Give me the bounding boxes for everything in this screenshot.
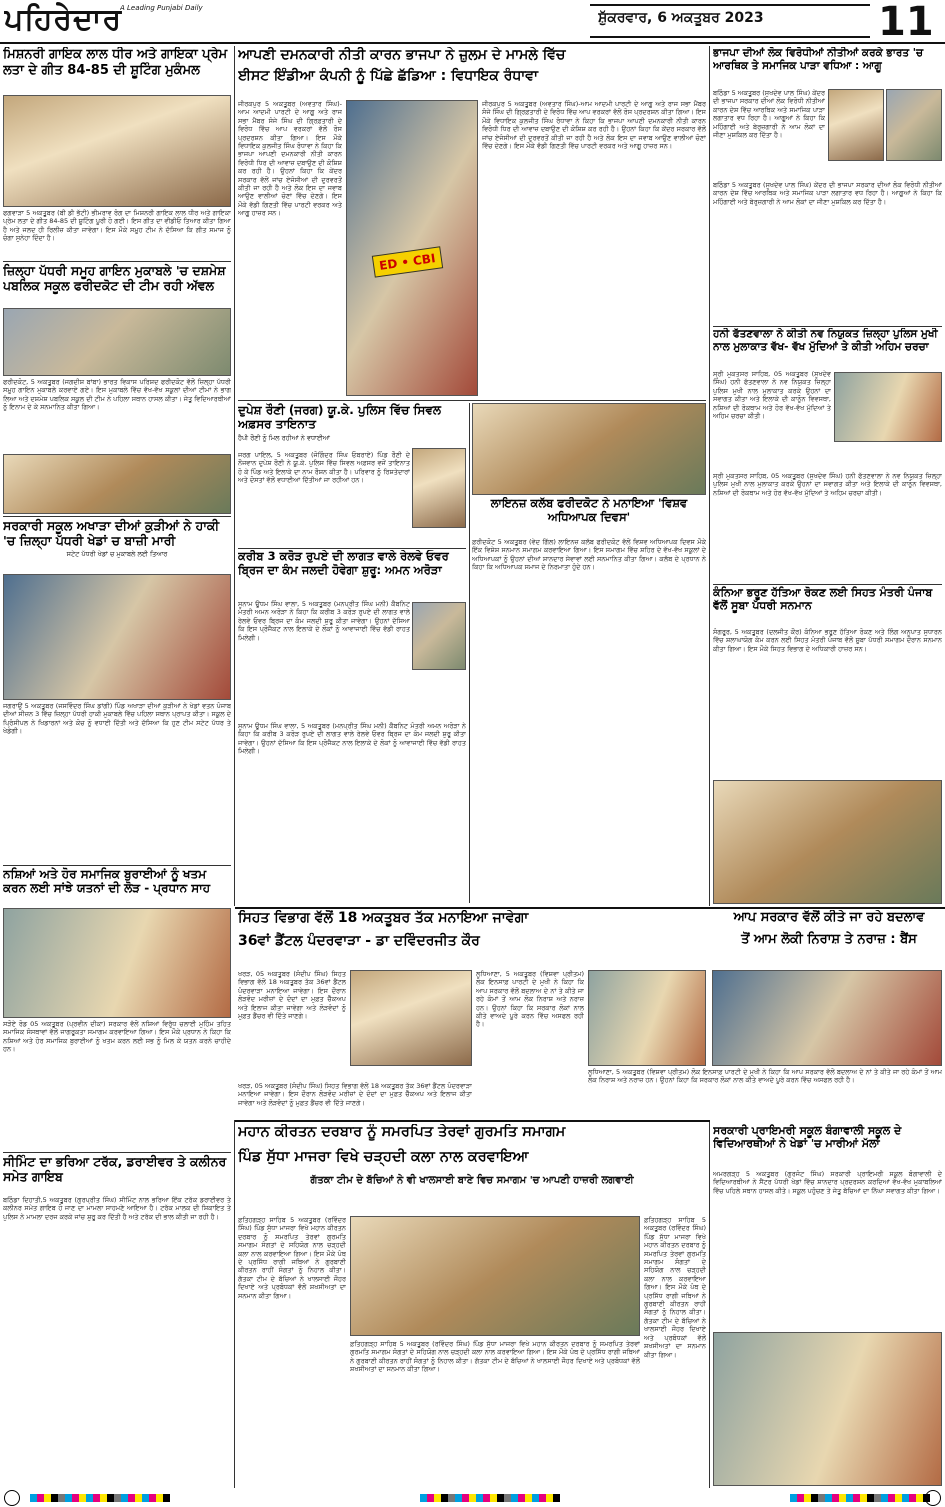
color-swatch bbox=[93, 1494, 100, 1502]
color-swatch bbox=[107, 1494, 114, 1502]
divider bbox=[3, 1152, 231, 1153]
article-body: ਲੁਧਿਆਣਾ, 5 ਅਕਤੂਬਰ (ਵਿਸ਼ਵਾ ਪ੍ਰੀਤਮ) ਲੋਕ ਇਨਸਾਫ਼ ਪਾਰਟੀ ਦੇ ਮੁਖੀ ਨੇ ਕਿਹਾ ਕਿ ਆਪ ਸਰਕਾਰ ਵੱਲੋਂ ਬਦਲਾਅ ਦੇ ਨਾਂ ਤੇ ਕੀਤੇ ਜਾ ਰਹੇ ਕੰਮਾਂ ਤੋਂ ਆਮ ਲੋਕ ਨਿਰਾਸ਼ ਅਤੇ ਨਰਾਜ਼ ਹਨ। ਉਹਨਾਂ ਕਿਹਾ ਕਿ ਸਰਕਾਰ ਲੋਕਾਂ ਨਾਲ ਕੀਤੇ ਵਾਅਦੇ ਪੂਰੇ ਕਰਨ ਵਿੱਚ ਅਸਫਲ ਰਹੀ ਹੈ। bbox=[476, 970, 584, 1029]
article-body-continued: ਲੁਧਿਆਣਾ, 5 ਅਕਤੂਬਰ (ਵਿਸ਼ਵਾ ਪ੍ਰੀਤਮ) ਲੋਕ ਇਨਸਾਫ਼ ਪਾਰਟੀ ਦੇ ਮੁਖੀ ਨੇ ਕਿਹਾ ਕਿ ਆਪ ਸਰਕਾਰ ਵੱਲੋਂ ਬਦਲਾਅ ਦੇ ਨਾਂ ਤੇ ਕੀਤੇ ਜਾ ਰਹੇ ਕੰਮਾਂ ਤੋਂ ਆਮ ਲੋਕ ਨਿਰਾਸ਼ ਅਤੇ ਨਰਾਜ਼ ਹਨ। ਉਹਨਾਂ ਕਿਹਾ ਕਿ ਸਰਕਾਰ ਲੋਕਾਂ ਨਾਲ ਕੀਤੇ ਵਾਅਦੇ ਪੂਰੇ ਕਰਨ ਵਿੱਚ ਅਸਫਲ ਰਹੀ ਹੈ। bbox=[588, 1068, 942, 1085]
headline: ਦੁਪੇਸ਼ ਰੌਣੀ (ਜਰਗ) ਯੂ.ਕੇ. ਪੁਲਿਸ ਵਿੱਚ ਸਿਵਲ ਅਫ਼ਸਰ ਤਾਇਨਾਤ bbox=[238, 403, 441, 432]
color-swatch bbox=[427, 1494, 434, 1502]
article-body: ਫਰੀਦਕੋਟ, 5 ਅਕਤੂਬਰ (ਜਗਦੀਸ਼ ਬਾਂਬਾ) ਭਾਰਤ ਵਿਕਾਸ ਪਰਿਸ਼ਦ ਫਰੀਦਕੋਟ ਵੱਲੋਂ ਜ਼ਿਲ੍ਹਾ ਪੱਧਰੀ ਸਮੂਹ ਗਾਇਨ ਮੁਕਾਬਲੇ ਕਰਵਾਏ ਗਏ। ਇਸ ਮੁਕਾਬਲੇ ਵਿੱਚ ਵੱਖ-ਵੱਖ ਸਕੂਲਾਂ ਦੀਆਂ ਟੀਮਾਂ ਨੇ ਭਾਗ ਲਿਆ ਅਤੇ ਦਸ਼ਮੇਸ਼ ਪਬਲਿਕ ਸਕੂਲ ਦੀ ਟੀਮ ਨੇ ਪਹਿਲਾ ਸਥਾਨ ਹਾਸਲ ਕੀਤਾ। ਜੇਤੂ ਵਿਦਿਆਰਥੀਆਂ ਨੂੰ ਇਨਾਮ ਦੇ ਕੇ ਸਨਮਾਨਿਤ ਕੀਤਾ ਗਿਆ। bbox=[3, 378, 231, 412]
headline-line-1: ਆਪਣੀ ਦਮਨਕਾਰੀ ਨੀਤੀ ਕਾਰਨ ਭਾਜਪਾ ਨੇ ਜ਼ੁਲਮ ਦੇ ਮਾਮਲੇ ਵਿੱਚ bbox=[238, 47, 566, 63]
headline-line-1: ਮਹਾਨ ਕੀਰਤਨ ਦਰਬਾਰ ਨੂੰ ਸਮਰਪਿਤ ਤੇਰਵਾਂ ਗੁਰਮਤਿ ਸਮਾਗਮ bbox=[238, 1124, 566, 1140]
color-swatch bbox=[797, 1494, 804, 1502]
color-swatch bbox=[825, 1494, 832, 1502]
color-swatch bbox=[128, 1494, 135, 1502]
article-railway-bridge bbox=[238, 550, 466, 598]
photo-portrait-aman-arora bbox=[412, 602, 466, 670]
color-swatch bbox=[30, 1494, 37, 1502]
lead-article-body-col1: ਜੀਰਕਪੁਰ 5 ਅਕਤੂਬਰ (ਅਵਤਾਰ ਸਿੰਘ)-ਆਮ ਆਦਮੀ ਪਾਰਟੀ ਦੇ ਆਗੂ ਅਤੇ ਰਾਜ ਸਭਾ ਮੈਂਬਰ ਸੰਜੇ ਸਿੰਘ ਦੀ ਗ੍ਰਿਫ਼ਤਾਰੀ ਦੇ ਵਿਰੋਧ ਵਿੱਚ ਆਪ ਵਰਕਰਾਂ ਵੱਲੋਂ ਰੋਸ ਪ੍ਰਦਰਸ਼ਨ ਕੀਤਾ ਗਿਆ। ਇਸ ਮੌਕੇ ਵਿਧਾਇਕ ਕੁਲਜੀਤ ਸਿੰਘ ਰੰਧਾਵਾ ਨੇ ਕਿਹਾ ਕਿ ਭਾਜਪਾ ਆਪਣੀ ਦਮਨਕਾਰੀ ਨੀਤੀ ਕਾਰਨ ਵਿਰੋਧੀ ਧਿਰ ਦੀ ਆਵਾਜ਼ ਦਬਾਉਣ ਦੀ ਕੋਸ਼ਿਸ਼ ਕਰ ਰਹੀ ਹੈ। ਉਹਨਾਂ ਕਿਹਾ ਕਿ ਕੇਂਦਰ ਸਰਕਾਰ ਵੱਲੋਂ ਜਾਂਚ ਏਜੰਸੀਆਂ ਦੀ ਦੁਰਵਰਤੋਂ ਕੀਤੀ ਜਾ ਰਹੀ ਹੈ ਅਤੇ ਲੋਕ ਇਸ ਦਾ ਜਵਾਬ ਆਉਣ ਵਾਲੀਆਂ ਚੋਣਾਂ ਵਿੱਚ ਦੇਣਗੇ। ਇਸ ਮੌਕੇ ਵੱਡੀ ਗਿਣਤੀ ਵਿੱਚ ਪਾਰਟੀ ਵਰਕਰ ਅਤੇ ਆਗੂ ਹਾਜ਼ਰ ਸਨ। bbox=[238, 100, 342, 218]
photo-portrait-leader-1 bbox=[828, 89, 884, 161]
divider bbox=[713, 584, 942, 585]
column-rule bbox=[234, 46, 235, 906]
color-swatch bbox=[902, 1494, 909, 1502]
color-swatch bbox=[546, 1494, 553, 1502]
column-rule bbox=[709, 1120, 710, 1488]
color-swatch bbox=[58, 1494, 65, 1502]
headline: ਕਰੀਬ 3 ਕਰੋੜ ਰੁਪਏ ਦੀ ਲਾਗਤ ਵਾਲੇ ਰੇਲਵੇ ਓਵਰ ਬ੍ਰਿਜ ਦਾ ਕੰਮ ਜਲਦੀ ਹੋਵੇਗਾ ਸ਼ੁਰੂ: ਅਮਨ ਅਰੋੜਾ bbox=[238, 550, 449, 577]
photo-social-meeting bbox=[3, 908, 231, 1018]
color-swatch bbox=[65, 1494, 72, 1502]
article-female-foeticide bbox=[713, 586, 942, 626]
color-swatch bbox=[895, 1494, 902, 1502]
kicker: ਗੱਤਕਾ ਟੀਮ ਦੇ ਬੱਚਿਆਂ ਨੇ ਵੀ ਖਾਲਸਾਈ ਬਾਣੇ ਵਿਚ ਸਮਾਗਮ 'ਚ ਆਪਣੀ ਹਾਜ਼ਰੀ ਲਗਵਾਈ bbox=[310, 1174, 634, 1186]
article-body: ਬਠਿੰਡਾ 5 ਅਕਤੂਬਰ (ਸੁਖਦੇਵ ਪਾਲ ਸਿੰਘ) ਕੇਂਦਰ ਦੀ ਭਾਜਪਾ ਸਰਕਾਰ ਦੀਆਂ ਲੋਕ ਵਿਰੋਧੀ ਨੀਤੀਆਂ ਕਾਰਨ ਦੇਸ਼ ਵਿੱਚ ਆਰਥਿਕ ਅਤੇ ਸਮਾਜਿਕ ਪਾੜਾ ਲਗਾਤਾਰ ਵਧ ਰਿਹਾ ਹੈ। ਆਗੂਆਂ ਨੇ ਕਿਹਾ ਕਿ ਮਹਿੰਗਾਈ ਅਤੇ ਬੇਰੁਜ਼ਗਾਰੀ ਨੇ ਆਮ ਲੋਕਾਂ ਦਾ ਜੀਣਾ ਮੁਸ਼ਕਿਲ ਕਰ ਦਿੱਤਾ ਹੈ। bbox=[713, 89, 825, 140]
headline: ਸੀਮਿੰਟ ਦਾ ਭਰਿਆ ਟਰੱਕ, ਡਰਾਈਵਰ ਤੇ ਕਲੀਨਰ ਸਮੇਤ ਗਾਇਬ bbox=[3, 1154, 227, 1184]
photo-aap-gathering bbox=[588, 970, 706, 1066]
color-swatch bbox=[818, 1494, 825, 1502]
column-rule bbox=[234, 1120, 235, 1488]
article-akhara-hockey bbox=[3, 518, 231, 572]
color-swatch bbox=[86, 1494, 93, 1502]
color-swatch bbox=[455, 1494, 462, 1502]
color-swatch bbox=[811, 1494, 818, 1502]
article-body: ਫਗਵਾੜਾ 5 ਅਕਤੂਬਰ (ਬੀ ਡੀ ਭੱਟੀ) ਭੀਮਰਾਵ ਰੰਗ ਦਾ ਮਿਸ਼ਨਰੀ ਗਾਇਕ ਲਾਲ ਧੀਰ ਅਤੇ ਗਾਇਕਾ ਪ੍ਰੇਮ ਲਤਾ ਦੇ ਗੀਤ 84-85 ਦੀ ਸ਼ੂਟਿੰਗ ਪੂਰੀ ਹੋ ਗਈ। ਇਸ ਗੀਤ ਦਾ ਵੀਡੀਓ ਤਿਆਰ ਕੀਤਾ ਗਿਆ ਹੈ ਅਤੇ ਜਲਦ ਹੀ ਰਿਲੀਜ਼ ਕੀਤਾ ਜਾਵੇਗਾ। ਇਸ ਮੌਕੇ ਸਮੂਹ ਟੀਮ ਨੇ ਦੱਸਿਆ ਕਿ ਗੀਤ ਸਮਾਜ ਨੂੰ ਚੰਗਾ ਸੁਨੇਹਾ ਦਿੰਦਾ ਹੈ। bbox=[3, 209, 231, 243]
color-swatch bbox=[483, 1494, 490, 1502]
protest-sign: ED • CBI bbox=[372, 246, 443, 277]
headline: ਜ਼ਿਲ੍ਹਾ ਪੱਧਰੀ ਸਮੂਹ ਗਾਇਨ ਮੁਕਾਬਲੇ 'ਚ ਦਸ਼ਮੇਸ਼ ਪਬਲਿਕ ਸਕੂਲ ਫਰੀਦਕੋਟ ਦੀ ਟੀਮ ਰਹੀ ਅੱਵਲ bbox=[3, 263, 226, 293]
photo-students-stage bbox=[3, 454, 231, 514]
lead-article-body-col2: ਜੀਰਕਪੁਰ 5 ਅਕਤੂਬਰ (ਅਵਤਾਰ ਸਿੰਘ)-ਆਮ ਆਦਮੀ ਪਾਰਟੀ ਦੇ ਆਗੂ ਅਤੇ ਰਾਜ ਸਭਾ ਮੈਂਬਰ ਸੰਜੇ ਸਿੰਘ ਦੀ ਗ੍ਰਿਫ਼ਤਾਰੀ ਦੇ ਵਿਰੋਧ ਵਿੱਚ ਆਪ ਵਰਕਰਾਂ ਵੱਲੋਂ ਰੋਸ ਪ੍ਰਦਰਸ਼ਨ ਕੀਤਾ ਗਿਆ। ਇਸ ਮੌਕੇ ਵਿਧਾਇਕ ਕੁਲਜੀਤ ਸਿੰਘ ਰੰਧਾਵਾ ਨੇ ਕਿਹਾ ਕਿ ਭਾਜਪਾ ਆਪਣੀ ਦਮਨਕਾਰੀ ਨੀਤੀ ਕਾਰਨ ਵਿਰੋਧੀ ਧਿਰ ਦੀ ਆਵਾਜ਼ ਦਬਾਉਣ ਦੀ ਕੋਸ਼ਿਸ਼ ਕਰ ਰਹੀ ਹੈ। ਉਹਨਾਂ ਕਿਹਾ ਕਿ ਕੇਂਦਰ ਸਰਕਾਰ ਵੱਲੋਂ ਜਾਂਚ ਏਜੰਸੀਆਂ ਦੀ ਦੁਰਵਰਤੋਂ ਕੀਤੀ ਜਾ ਰਹੀ ਹੈ ਅਤੇ ਲੋਕ ਇਸ ਦਾ ਜਵਾਬ ਆਉਣ ਵਾਲੀਆਂ ਚੋਣਾਂ ਵਿੱਚ ਦੇਣਗੇ। ਇਸ ਮੌਕੇ ਵੱਡੀ ਗਿਣਤੀ ਵਿੱਚ ਪਾਰਟੀ ਵਰਕਰ ਅਤੇ ਆਗੂ ਹਾਜ਼ਰ ਸਨ। bbox=[482, 100, 706, 151]
color-swatch bbox=[525, 1494, 532, 1502]
color-swatch bbox=[497, 1494, 504, 1502]
kicker: ਸਟੇਟ ਪੱਧਰੀ ਖੇਡਾਂ ਚ ਮੁਕਾਬਲੇ ਲਈ ਤਿਆਰ bbox=[66, 550, 168, 558]
headline-line-1: ਸਿਹਤ ਵਿਭਾਗ ਵੱਲੋਂ 18 ਅਕਤੂਬਰ ਤੱਕ ਮਨਾਇਆ ਜਾਵੇਗਾ bbox=[238, 910, 529, 926]
headline: ਲਾਇਨਜ਼ ਕਲੱਬ ਫਰੀਦਕੋਟ ਨੇ ਮਨਾਇਆ 'ਵਿਸ਼ਵ ਅਧਿਆਪਕ ਦਿਵਸ' bbox=[490, 497, 688, 524]
color-swatch bbox=[804, 1494, 811, 1502]
article-cement-truck bbox=[3, 1154, 231, 1194]
headline: ਸਰਕਾਰੀ ਪ੍ਰਾਇਮਰੀ ਸਕੂਲ ਬੰਗਾਵਾਲੀ ਸਕੂਲ ਦੇ ਵਿਦਿਆਰਥੀਆਂ ਨੇ ਖੇਡਾਂ 'ਚ ਮਾਰੀਆਂ ਮੱਲਾਂ bbox=[713, 1124, 902, 1151]
article-body: ਖਰੜ, 05 ਅਕਤੂਬਰ (ਸੰਦੀਪ ਸਿੰਘ) ਸਿਹਤ ਵਿਭਾਗ ਵੱਲੋਂ 18 ਅਕਤੂਬਰ ਤੱਕ 36ਵਾਂ ਡੈਂਟਲ ਪੰਦਰਵਾੜਾ ਮਨਾਇਆ ਜਾਵੇਗਾ। ਇਸ ਦੌਰਾਨ ਲੋੜਵੰਦ ਮਰੀਜ਼ਾਂ ਦੇ ਦੰਦਾਂ ਦਾ ਮੁਫ਼ਤ ਚੈੱਕਅਪ ਅਤੇ ਇਲਾਜ ਕੀਤਾ ਜਾਵੇਗਾ ਅਤੇ ਲੋੜਵੰਦਾਂ ਨੂੰ ਮੁਫ਼ਤ ਡੈਂਚਰ ਵੀ ਦਿੱਤੇ ਜਾਣਗੇ। bbox=[238, 970, 346, 1021]
photo-dashmesh-school-team bbox=[3, 308, 231, 376]
photo-hockey-girls bbox=[3, 574, 231, 700]
article-police-chief-meeting bbox=[713, 328, 942, 368]
article-body-continued: ਬਠਿੰਡਾ 5 ਅਕਤੂਬਰ (ਸੁਖਦੇਵ ਪਾਲ ਸਿੰਘ) ਕੇਂਦਰ ਦੀ ਭਾਜਪਾ ਸਰਕਾਰ ਦੀਆਂ ਲੋਕ ਵਿਰੋਧੀ ਨੀਤੀਆਂ ਕਾਰਨ ਦੇਸ਼ ਵਿੱਚ ਆਰਥਿਕ ਅਤੇ ਸਮਾਜਿਕ ਪਾੜਾ ਲਗਾਤਾਰ ਵਧ ਰਿਹਾ ਹੈ। ਆਗੂਆਂ ਨੇ ਕਿਹਾ ਕਿ ਮਹਿੰਗਾਈ ਅਤੇ ਬੇਰੁਜ਼ਗਾਰੀ ਨੇ ਆਮ ਲੋਕਾਂ ਦਾ ਜੀਣਾ ਮੁਸ਼ਕਿਲ ਕਰ ਦਿੱਤਾ ਹੈ। bbox=[713, 181, 942, 206]
photo-singers-group bbox=[3, 95, 231, 207]
article-missionary-singer bbox=[3, 47, 231, 95]
color-swatch bbox=[37, 1494, 44, 1502]
color-swatch bbox=[923, 1494, 930, 1502]
kicker: ਹੈਪੀ ਰੌਣੀ ਨੂੰ ਮਿਲ ਰਹੀਆਂ ਨੇ ਵਧਾਈਆਂ bbox=[238, 433, 331, 442]
headline-line-2: ਈਸਟ ਇੰਡੀਆ ਕੰਪਨੀ ਨੂੰ ਪਿੱਛੇ ਛੱਡਿਆ : ਵਿਧਾਇਕ ਰੰਧਾਵਾ bbox=[238, 67, 539, 84]
band-rule bbox=[235, 1120, 710, 1122]
newspaper-tagline: A Leading Punjabi Daily bbox=[120, 4, 203, 12]
color-swatch bbox=[420, 1494, 427, 1502]
color-swatch bbox=[867, 1494, 874, 1502]
article-body: ਬਠਿੰਡਾ ਦਿਹਾਤੀ,5 ਅਕਤੂਬਰ (ਗੁਰਪ੍ਰੀਤ ਸਿੰਘ) ਸੀਮਿੰਟ ਨਾਲ ਭਰਿਆ ਇੱਕ ਟਰੱਕ ਡਰਾਈਵਰ ਤੇ ਕਲੀਨਰ ਸਮੇਤ ਗਾਇਬ ਹੋ ਜਾਣ ਦਾ ਮਾਮਲਾ ਸਾਹਮਣੇ ਆਇਆ ਹੈ। ਟਰੱਕ ਮਾਲਕ ਦੀ ਸ਼ਿਕਾਇਤ ਤੇ ਪੁਲਿਸ ਨੇ ਮਾਮਲਾ ਦਰਜ ਕਰਕੇ ਜਾਂਚ ਸ਼ੁਰੂ ਕਰ ਦਿੱਤੀ ਹੈ ਅਤੇ ਟਰੱਕ ਦੀ ਭਾਲ ਕੀਤੀ ਜਾ ਰਹੀ ਹੈ। bbox=[3, 1196, 231, 1221]
registration-mark-icon bbox=[4, 1490, 20, 1506]
color-swatch bbox=[448, 1494, 455, 1502]
photo-portrait-leader-2 bbox=[886, 89, 942, 161]
article-body-continued: ਖਰੜ, 05 ਅਕਤੂਬਰ (ਸੰਦੀਪ ਸਿੰਘ) ਸਿਹਤ ਵਿਭਾਗ ਵੱਲੋਂ 18 ਅਕਤੂਬਰ ਤੱਕ 36ਵਾਂ ਡੈਂਟਲ ਪੰਦਰਵਾੜਾ ਮਨਾਇਆ ਜਾਵੇਗਾ। ਇਸ ਦੌਰਾਨ ਲੋੜਵੰਦ ਮਰੀਜ਼ਾਂ ਦੇ ਦੰਦਾਂ ਦਾ ਮੁਫ਼ਤ ਚੈੱਕਅਪ ਅਤੇ ਇਲਾਜ ਕੀਤਾ ਜਾਵੇਗਾ ਅਤੇ ਲੋੜਵੰਦਾਂ ਨੂੰ ਮੁਫ਼ਤ ਡੈਂਚਰ ਵੀ ਦਿੱਤੇ ਜਾਣਗੇ। bbox=[238, 1082, 472, 1107]
photo-school-students bbox=[713, 1332, 942, 1486]
photo-lions-club-teachers bbox=[472, 403, 706, 495]
issue-date: ਸ਼ੁੱਕਰਵਾਰ, 6 ਅਕਤੂਬਰ 2023 bbox=[598, 10, 764, 26]
color-swatch bbox=[72, 1494, 79, 1502]
color-swatch bbox=[860, 1494, 867, 1502]
color-swatch bbox=[462, 1494, 469, 1502]
color-swatch bbox=[832, 1494, 839, 1502]
page-number: 11 bbox=[878, 0, 934, 44]
color-swatch bbox=[469, 1494, 476, 1502]
color-swatch bbox=[114, 1494, 121, 1502]
column-rule bbox=[469, 403, 470, 903]
color-swatch bbox=[504, 1494, 511, 1502]
color-swatch bbox=[51, 1494, 58, 1502]
divider bbox=[3, 516, 231, 517]
color-swatch bbox=[790, 1494, 797, 1502]
article-body: ਫ਼ਰੀਦਕੋਟ 5 ਅਕਤੂਬਰ (ਵੇਦ ਗਿੱਲ) ਲਾਇਨਜ਼ ਕਲੱਬ ਫਰੀਦਕੋਟ ਵੱਲੋਂ ਵਿਸ਼ਵ ਅਧਿਆਪਕ ਦਿਵਸ ਮੌਕੇ ਇੱਕ ਵਿਸ਼ੇਸ਼ ਸਨਮਾਨ ਸਮਾਗਮ ਕਰਵਾਇਆ ਗਿਆ। ਇਸ ਸਮਾਗਮ ਵਿੱਚ ਸ਼ਹਿਰ ਦੇ ਵੱਖ-ਵੱਖ ਸਕੂਲਾਂ ਦੇ ਅਧਿਆਪਕਾਂ ਨੂੰ ਉਹਨਾਂ ਦੀਆਂ ਸ਼ਾਨਦਾਰ ਸੇਵਾਵਾਂ ਲਈ ਸਨਮਾਨਿਤ ਕੀਤਾ ਗਿਆ। ਕਲੱਬ ਦੇ ਪ੍ਰਧਾਨ ਨੇ ਕਿਹਾ ਕਿ ਅਧਿਆਪਕ ਸਮਾਜ ਦੇ ਨਿਰਮਾਤਾ ਹੁੰਦੇ ਹਨ। bbox=[472, 538, 706, 572]
color-swatch bbox=[532, 1494, 539, 1502]
article-aap-changes-headline bbox=[716, 910, 942, 966]
article-lions-club bbox=[472, 497, 706, 535]
photo-protest bbox=[346, 100, 478, 396]
photo-kirtan-samagam bbox=[350, 1216, 640, 1336]
headline: ਮਿਸ਼ਨਰੀ ਗਾਇਕ ਲਾਲ ਧੀਰ ਅਤੇ ਗਾਇਕਾ ਪ੍ਰੇਮ ਲਤਾ ਦੇ ਗੀਤ 84-85 ਦੀ ਸ਼ੂਟਿੰਗ ਮੁਕੰਮਲ bbox=[3, 47, 228, 78]
article-body: ਸੜੋਏ ਰੋਡ 05 ਅਕਤੂਬਰ (ਪ੍ਰਵੀਨ ਦੀਕਾ) ਸਰਕਾਰ ਵੱਲੋਂ ਨਸ਼ਿਆਂ ਵਿਰੁੱਧ ਚਲਾਈ ਮੁਹਿੰਮ ਤਹਿਤ ਸਮਾਜਿਕ ਸੰਸਥਾਵਾਂ ਵੱਲੋਂ ਜਾਗਰੂਕਤਾ ਸਮਾਗਮ ਕਰਵਾਇਆ ਗਿਆ। ਇਸ ਮੌਕੇ ਪ੍ਰਧਾਨ ਨੇ ਕਿਹਾ ਕਿ ਨਸ਼ਿਆਂ ਅਤੇ ਹੋਰ ਸਮਾਜਿਕ ਬੁਰਾਈਆਂ ਨੂੰ ਖਤਮ ਕਰਨ ਲਈ ਸਭ ਨੂੰ ਮਿਲ ਕੇ ਯਤਨ ਕਰਨੇ ਚਾਹੀਦੇ ਹਨ। bbox=[3, 1020, 231, 1054]
photo-school-event bbox=[712, 970, 942, 1066]
color-swatch bbox=[909, 1494, 916, 1502]
headline-line-2: ਪਿੰਡ ਸੁੱਧਾ ਮਾਜਰਾ ਵਿਖੇ ਚੜ੍ਹਦੀ ਕਲਾ ਨਾਲ ਕਰਵਾਇਆ bbox=[238, 1149, 529, 1166]
column-rule bbox=[709, 46, 710, 906]
divider bbox=[3, 261, 231, 262]
headline: ਸਰਕਾਰੀ ਸਕੂਲ ਅਖਾੜਾ ਦੀਆਂ ਕੁੜੀਆਂ ਨੇ ਹਾਕੀ 'ਚ ਜ਼ਿਲ੍ਹਾ ਪੱਧਰੀ ਖੇਡਾਂ ਚ ਬਾਜ਼ੀ ਮਾਰੀ bbox=[3, 518, 220, 548]
color-swatch bbox=[434, 1494, 441, 1502]
color-swatch bbox=[853, 1494, 860, 1502]
divider bbox=[238, 548, 466, 549]
color-swatch bbox=[441, 1494, 448, 1502]
article-uk-police bbox=[238, 403, 466, 449]
color-swatch bbox=[874, 1494, 881, 1502]
article-body: ਸੰਗਰੂਰ, 5 ਅਕਤੂਬਰ (ਦਲਜੀਤ ਕੌਰ) ਕੰਨਿਆ ਭਰੂਣ ਹੱਤਿਆ ਰੋਕਣ ਅਤੇ ਲਿੰਗ ਅਨੁਪਾਤ ਸੁਧਾਰਨ ਵਿੱਚ ਸ਼ਲਾਘਾਯੋਗ ਕੰਮ ਕਰਨ ਲਈ ਸਿਹਤ ਮੰਤਰੀ ਪੰਜਾਬ ਵੱਲੋਂ ਸੂਬਾ ਪੱਧਰੀ ਸਮਾਗਮ ਦੌਰਾਨ ਸਨਮਾਨ ਕੀਤਾ ਗਿਆ। ਇਸ ਮੌਕੇ ਸਿਹਤ ਵਿਭਾਗ ਦੇ ਅਧਿਕਾਰੀ ਹਾਜ਼ਰ ਸਨ। bbox=[713, 628, 942, 653]
headline: ਕੰਨਿਆ ਭਰੂਣ ਹੱਤਿਆ ਰੋਕਣ ਲਈ ਸਿਹਤ ਮੰਤਰੀ ਪੰਜਾਬ ਵੱਲੋਂ ਸੂਬਾ ਪੱਧਰੀ ਸਨਮਾਨ bbox=[713, 586, 933, 613]
article-body-continued: ਫ਼ਤਿਹਗੜ੍ਹ ਸਾਹਿਬ 5 ਅਕਤੂਬਰ (ਰਵਿੰਦਰ ਸਿੰਘ) ਪਿੰਡ ਸੁੱਧਾ ਮਾਜਰਾ ਵਿਖੇ ਮਹਾਨ ਕੀਰਤਨ ਦਰਬਾਰ ਨੂੰ ਸਮਰਪਿਤ ਤੇਰਵਾਂ ਗੁਰਮਤਿ ਸਮਾਗਮ ਸੰਗਤਾਂ ਦੇ ਸਹਿਯੋਗ ਨਾਲ ਚੜ੍ਹਦੀ ਕਲਾ ਨਾਲ ਕਰਵਾਇਆ ਗਿਆ। ਇਸ ਮੌਕੇ ਪੰਥ ਦੇ ਪ੍ਰਸਿੱਧ ਰਾਗੀ ਜਥਿਆਂ ਨੇ ਗੁਰਬਾਣੀ ਕੀਰਤਨ ਰਾਹੀਂ ਸੰਗਤਾਂ ਨੂੰ ਨਿਹਾਲ ਕੀਤਾ। ਗੱਤਕਾ ਟੀਮ ਦੇ ਬੱਚਿਆਂ ਨੇ ਖਾਲਸਾਈ ਜੌਹਰ ਦਿਖਾਏ ਅਤੇ ਪ੍ਰਬੰਧਕਾਂ ਵੱਲੋਂ ਸ਼ਖਸੀਅਤਾਂ ਦਾ ਸਨਮਾਨ ਕੀਤਾ ਗਿਆ। bbox=[350, 1340, 640, 1374]
color-swatch bbox=[839, 1494, 846, 1502]
article-body: ਅਮਰਗੜ੍ਹ 5 ਅਕਤੂਬਰ (ਗੁਰਜੰਟ ਸਿੰਘ) ਸਰਕਾਰੀ ਪ੍ਰਾਇਮਰੀ ਸਕੂਲ ਬੰਗਾਵਾਲੀ ਦੇ ਵਿਦਿਆਰਥੀਆਂ ਨੇ ਸੈਂਟਰ ਪੱਧਰੀ ਖੇਡਾਂ ਵਿੱਚ ਸ਼ਾਨਦਾਰ ਪ੍ਰਦਰਸ਼ਨ ਕਰਦਿਆਂ ਵੱਖ-ਵੱਖ ਮੁਕਾਬਲਿਆਂ ਵਿੱਚ ਪਹਿਲੇ ਸਥਾਨ ਹਾਸਲ ਕੀਤੇ। ਸਕੂਲ ਪਹੁੰਚਣ ਤੇ ਜੇਤੂ ਬੱਚਿਆਂ ਦਾ ਨਿੱਘਾ ਸਵਾਗਤ ਕੀਤਾ ਗਿਆ। bbox=[713, 1170, 942, 1195]
newspaper-logo: ਪਹਿਰੇਦਾਰ bbox=[4, 2, 123, 37]
color-swatch bbox=[142, 1494, 149, 1502]
article-body-continued: ਸੁਨਾਮ ਊਧਮ ਸਿੰਘ ਵਾਲਾ, 5 ਅਕਤੂਬਰ (ਮਨਪ੍ਰੀਤ ਸਿੰਘ ਮਨੀ) ਕੈਬਨਿਟ ਮੰਤਰੀ ਅਮਨ ਅਰੋੜਾ ਨੇ ਕਿਹਾ ਕਿ ਕਰੀਬ 3 ਕਰੋੜ ਰੁਪਏ ਦੀ ਲਾਗਤ ਵਾਲੇ ਰੇਲਵੇ ਓਵਰ ਬ੍ਰਿਜ ਦਾ ਕੰਮ ਜਲਦੀ ਸ਼ੁਰੂ ਕੀਤਾ ਜਾਵੇਗਾ। ਉਹਨਾਂ ਦੱਸਿਆ ਕਿ ਇਸ ਪ੍ਰੋਜੈਕਟ ਨਾਲ ਇਲਾਕੇ ਦੇ ਲੋਕਾਂ ਨੂੰ ਆਵਾਜਾਈ ਵਿੱਚ ਵੱਡੀ ਰਾਹਤ ਮਿਲੇਗੀ। bbox=[238, 722, 466, 756]
color-swatch bbox=[135, 1494, 142, 1502]
article-body: ਸੁਨਾਮ ਊਧਮ ਸਿੰਘ ਵਾਲਾ, 5 ਅਕਤੂਬਰ (ਮਨਪ੍ਰੀਤ ਸਿੰਘ ਮਨੀ) ਕੈਬਨਿਟ ਮੰਤਰੀ ਅਮਨ ਅਰੋੜਾ ਨੇ ਕਿਹਾ ਕਿ ਕਰੀਬ 3 ਕਰੋੜ ਰੁਪਏ ਦੀ ਲਾਗਤ ਵਾਲੇ ਰੇਲਵੇ ਓਵਰ ਬ੍ਰਿਜ ਦਾ ਕੰਮ ਜਲਦੀ ਸ਼ੁਰੂ ਕੀਤਾ ਜਾਵੇਗਾ। ਉਹਨਾਂ ਦੱਸਿਆ ਕਿ ਇਸ ਪ੍ਰੋਜੈਕਟ ਨਾਲ ਇਲਾਕੇ ਦੇ ਲੋਕਾਂ ਨੂੰ ਆਵਾਜਾਈ ਵਿੱਚ ਵੱਡੀ ਰਾਹਤ ਮਿਲੇਗੀ। bbox=[238, 600, 410, 642]
color-swatch bbox=[79, 1494, 86, 1502]
article-body: ਜਗਰਾਉਂ 5 ਅਕਤੂਬਰ (ਜਸਵਿੰਦਰ ਸਿੰਘ ਡਾਂਗੀ) ਪਿੰਡ ਅਖਾੜਾ ਦੀਆਂ ਕੁੜੀਆਂ ਨੇ ਖੇਡਾਂ ਵਤਨ ਪੰਜਾਬ ਦੀਆਂ ਸੀਜ਼ਨ 3 ਵਿੱਚ ਜ਼ਿਲ੍ਹਾ ਪੱਧਰੀ ਹਾਕੀ ਮੁਕਾਬਲੇ ਵਿੱਚ ਪਹਿਲਾ ਸਥਾਨ ਪ੍ਰਾਪਤ ਕੀਤਾ। ਸਕੂਲ ਦੇ ਪ੍ਰਿੰਸੀਪਲ ਨੇ ਖਿਡਾਰਨਾਂ ਅਤੇ ਕੋਚ ਨੂੰ ਵਧਾਈ ਦਿੱਤੀ ਅਤੇ ਦੱਸਿਆ ਕਿ ਹੁਣ ਟੀਮ ਸਟੇਟ ਪੱਧਰ ਤੇ ਖੇਡੇਗੀ। bbox=[3, 702, 231, 736]
color-swatch bbox=[846, 1494, 853, 1502]
headline: ਹਨੀ ਫੱਤਣਵਾਲਾ ਨੇ ਕੀਤੀ ਨਵ ਨਿਯੁਕਤ ਜ਼ਿਲ੍ਹਾ ਪੁਲਿਸ ਮੁਖੀ ਨਾਲ ਮੁਲਾਕਾਤ ਵੱਖ- ਵੱਖ ਮੁੱਦਿਆਂ ਤੇ ਕੀਤੀ ਅਹਿਮ ਚਰਚਾ bbox=[713, 328, 938, 353]
photo-dental-camp bbox=[350, 970, 472, 1066]
color-swatch bbox=[100, 1494, 107, 1502]
lead-article-headline bbox=[238, 47, 706, 97]
article-body: ਫ਼ਤਿਹਗੜ੍ਹ ਸਾਹਿਬ 5 ਅਕਤੂਬਰ (ਰਵਿੰਦਰ ਸਿੰਘ) ਪਿੰਡ ਸੁੱਧਾ ਮਾਜਰਾ ਵਿਖੇ ਮਹਾਨ ਕੀਰਤਨ ਦਰਬਾਰ ਨੂੰ ਸਮਰਪਿਤ ਤੇਰਵਾਂ ਗੁਰਮਤਿ ਸਮਾਗਮ ਸੰਗਤਾਂ ਦੇ ਸਹਿਯੋਗ ਨਾਲ ਚੜ੍ਹਦੀ ਕਲਾ ਨਾਲ ਕਰਵਾਇਆ ਗਿਆ। ਇਸ ਮੌਕੇ ਪੰਥ ਦੇ ਪ੍ਰਸਿੱਧ ਰਾਗੀ ਜਥਿਆਂ ਨੇ ਗੁਰਬਾਣੀ ਕੀਰਤਨ ਰਾਹੀਂ ਸੰਗਤਾਂ ਨੂੰ ਨਿਹਾਲ ਕੀਤਾ। ਗੱਤਕਾ ਟੀਮ ਦੇ ਬੱਚਿਆਂ ਨੇ ਖਾਲਸਾਈ ਜੌਹਰ ਦਿਖਾਏ ਅਤੇ ਪ੍ਰਬੰਧਕਾਂ ਵੱਲੋਂ ਸ਼ਖਸੀਅਤਾਂ ਦਾ ਸਨਮਾਨ ਕੀਤਾ ਗਿਆ। bbox=[238, 1216, 346, 1300]
headline-line-1: ਆਪ ਸਰਕਾਰ ਵੱਲੋਂ ਕੀਤੇ ਜਾ ਰਹੇ ਬਦਲਾਵ bbox=[733, 910, 925, 925]
color-swatch bbox=[518, 1494, 525, 1502]
article-body-side: ਫ਼ਤਿਹਗੜ੍ਹ ਸਾਹਿਬ 5 ਅਕਤੂਬਰ (ਰਵਿੰਦਰ ਸਿੰਘ) ਪਿੰਡ ਸੁੱਧਾ ਮਾਜਰਾ ਵਿਖੇ ਮਹਾਨ ਕੀਰਤਨ ਦਰਬਾਰ ਨੂੰ ਸਮਰਪਿਤ ਤੇਰਵਾਂ ਗੁਰਮਤਿ ਸਮਾਗਮ ਸੰਗਤਾਂ ਦੇ ਸਹਿਯੋਗ ਨਾਲ ਚੜ੍ਹਦੀ ਕਲਾ ਨਾਲ ਕਰਵਾਇਆ ਗਿਆ। ਇਸ ਮੌਕੇ ਪੰਥ ਦੇ ਪ੍ਰਸਿੱਧ ਰਾਗੀ ਜਥਿਆਂ ਨੇ ਗੁਰਬਾਣੀ ਕੀਰਤਨ ਰਾਹੀਂ ਸੰਗਤਾਂ ਨੂੰ ਨਿਹਾਲ ਕੀਤਾ। ਗੱਤਕਾ ਟੀਮ ਦੇ ਬੱਚਿਆਂ ਨੇ ਖਾਲਸਾਈ ਜੌਹਰ ਦਿਖਾਏ ਅਤੇ ਪ੍ਰਬੰਧਕਾਂ ਵੱਲੋਂ ਸ਼ਖਸੀਅਤਾਂ ਦਾ ਸਨਮਾਨ ਕੀਤਾ ਗਿਆ। bbox=[644, 1216, 706, 1359]
article-group-singing bbox=[3, 263, 231, 307]
article-bangawali-school bbox=[713, 1124, 942, 1168]
masthead bbox=[0, 0, 945, 44]
headline-line-2: 36ਵਾਂ ਡੈਂਟਲ ਪੰਦਰਵਾੜਾ - ਡਾ ਦਵਿੰਦਰਜੀਤ ਕੌਰ bbox=[238, 932, 480, 949]
color-swatch bbox=[476, 1494, 483, 1502]
headline-line-2: ਤੋਂ ਆਮ ਲੋਕੀ ਨਿਰਾਸ਼ ਤੇ ਨਰਾਜ਼ : ਬੈਂਸ bbox=[741, 931, 917, 947]
color-swatch bbox=[916, 1494, 923, 1502]
article-body-continued: ਸ੍ਰੀ ਮੁਕਤਸਰ ਸਾਹਿਬ, 05 ਅਕਤੂਬਰ (ਸੁਖਦੇਵ ਸਿੰਘ) ਹਨੀ ਫੱਤਣਵਾਲਾ ਨੇ ਨਵ ਨਿਯੁਕਤ ਜ਼ਿਲ੍ਹਾ ਪੁਲਿਸ ਮੁਖੀ ਨਾਲ ਮੁਲਾਕਾਤ ਕਰਕੇ ਉਹਨਾਂ ਦਾ ਸਵਾਗਤ ਕੀਤਾ ਅਤੇ ਇਲਾਕੇ ਦੀ ਕਾਨੂੰਨ ਵਿਵਸਥਾ, ਨਸ਼ਿਆਂ ਦੀ ਰੋਕਥਾਮ ਅਤੇ ਹੋਰ ਵੱਖ-ਵੱਖ ਮੁੱਦਿਆਂ ਤੇ ਅਹਿਮ ਚਰਚਾ ਕੀਤੀ। bbox=[713, 472, 942, 497]
color-swatch bbox=[539, 1494, 546, 1502]
article-dental-fortnight-headline bbox=[238, 910, 714, 966]
photo-portrait-dupesh bbox=[412, 448, 466, 528]
article-body: ਜਰਗ ਪਾਇਲ, 5 ਅਕਤੂਬਰ (ਜੋਗਿੰਦਰ ਸਿੰਘ ਓਬਰਾਏ) ਪਿੰਡ ਰੌਣੀ ਦੇ ਨੌਜਵਾਨ ਦੁਪੇਸ਼ ਰੌਣੀ ਨੇ ਯੂ.ਕੇ. ਪੁਲਿਸ ਵਿੱਚ ਸਿਵਲ ਅਫ਼ਸਰ ਵਜੋਂ ਤਾਇਨਾਤ ਹੋ ਕੇ ਪਿੰਡ ਅਤੇ ਇਲਾਕੇ ਦਾ ਨਾਮ ਰੌਸ਼ਨ ਕੀਤਾ ਹੈ। ਪਰਿਵਾਰ ਨੂੰ ਰਿਸ਼ਤੇਦਾਰਾਂ ਅਤੇ ਦੋਸਤਾਂ ਵੱਲੋਂ ਵਧਾਈਆਂ ਦਿੱਤੀਆਂ ਜਾ ਰਹੀਆਂ ਹਨ। bbox=[238, 451, 410, 485]
divider bbox=[238, 400, 706, 401]
divider bbox=[3, 865, 231, 866]
article-bjp-policies bbox=[713, 47, 942, 87]
color-swatch bbox=[156, 1494, 163, 1502]
color-swatch bbox=[163, 1494, 170, 1502]
band-rule bbox=[235, 907, 945, 909]
headline: ਭਾਜਪਾ ਦੀਆਂ ਲੋਕ ਵਿਰੋਧੀਆਂ ਨੀਤੀਆਂ ਕਰਕੇ ਭਾਰਤ 'ਚ ਆਰਥਿਕ ਤੇ ਸਮਾਜਿਕ ਪਾੜਾ ਵਧਿਆ : ਆਗੂ bbox=[713, 47, 924, 72]
headline: ਨਸ਼ਿਆਂ ਅਤੇ ਹੋਰ ਸਮਾਜਿਕ ਬੁਰਾਈਆਂ ਨੂੰ ਖਤਮ ਕਰਨ ਲਈ ਸਾਂਝੇ ਯਤਨਾਂ ਦੀ ਲੋੜ - ਪ੍ਰਧਾਨ ਸਾਹ bbox=[3, 867, 211, 896]
color-swatch bbox=[881, 1494, 888, 1502]
photo-police-meeting bbox=[834, 372, 942, 442]
article-body: ਸ੍ਰੀ ਮੁਕਤਸਰ ਸਾਹਿਬ, 05 ਅਕਤੂਬਰ (ਸੁਖਦੇਵ ਸਿੰਘ) ਹਨੀ ਫੱਤਣਵਾਲਾ ਨੇ ਨਵ ਨਿਯੁਕਤ ਜ਼ਿਲ੍ਹਾ ਪੁਲਿਸ ਮੁਖੀ ਨਾਲ ਮੁਲਾਕਾਤ ਕਰਕੇ ਉਹਨਾਂ ਦਾ ਸਵਾਗਤ ਕੀਤਾ ਅਤੇ ਇਲਾਕੇ ਦੀ ਕਾਨੂੰਨ ਵਿਵਸਥਾ, ਨਸ਼ਿਆਂ ਦੀ ਰੋਕਥਾਮ ਅਤੇ ਹੋਰ ਵੱਖ-ਵੱਖ ਮੁੱਦਿਆਂ ਤੇ ਅਹਿਮ ਚਰਚਾ ਕੀਤੀ। bbox=[713, 370, 831, 421]
color-swatch bbox=[511, 1494, 518, 1502]
color-swatch bbox=[44, 1494, 51, 1502]
color-swatch bbox=[490, 1494, 497, 1502]
article-kirtan-headline bbox=[238, 1124, 706, 1214]
color-swatch bbox=[121, 1494, 128, 1502]
photo-award-ceremony bbox=[713, 780, 942, 904]
color-swatch bbox=[553, 1494, 560, 1502]
divider bbox=[713, 326, 942, 327]
article-drugs-social bbox=[3, 867, 231, 907]
color-swatch bbox=[149, 1494, 156, 1502]
color-swatch bbox=[888, 1494, 895, 1502]
